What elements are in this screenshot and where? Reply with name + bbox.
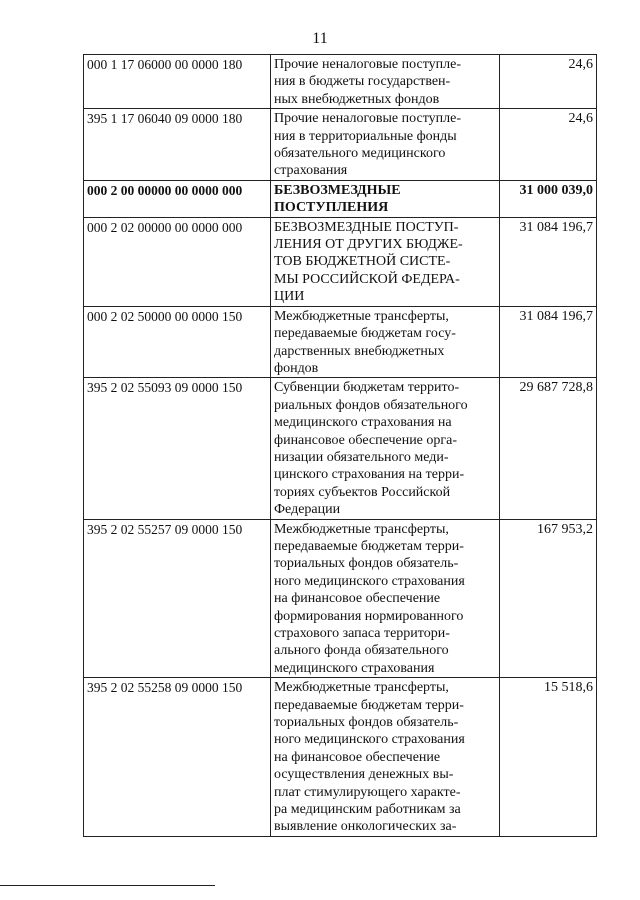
budget-table [83, 54, 597, 837]
revenue-name [271, 109, 500, 181]
revenue-name-line: Федерации [274, 502, 341, 518]
revenue-name-line: ального фонда обязательного [274, 643, 449, 659]
amount: 15 518,6 [500, 678, 597, 837]
revenue-name [271, 306, 500, 378]
table-row [84, 217, 597, 306]
revenue-name-line: передаваемые бюджетам госу- [274, 326, 456, 342]
revenue-name-line: на финансовое обеспечение [274, 749, 441, 765]
amount: 31 000 039,0 [500, 180, 597, 217]
revenue-name-line: ных внебюджетных фондов [274, 91, 440, 107]
revenue-name [271, 519, 500, 678]
revenue-name-line: плат стимулирующего характе- [274, 784, 461, 800]
revenue-name-line: финансовое обеспечение орга- [274, 432, 458, 448]
footnote-separator [0, 885, 215, 886]
revenue-name-line: ного медицинского страхования [274, 732, 465, 748]
revenue-name-line: обязательного медицинского [274, 146, 446, 162]
revenue-name-line: страхования [274, 163, 348, 179]
revenue-name-line: БЕЗВОЗМЕЗДНЫЕ ПОСТУП- [274, 219, 459, 235]
amount: 24,6 [500, 109, 597, 181]
revenue-name-line: риальных фондов обязательного [274, 397, 468, 413]
budget-classification-code: 000 2 00 00000 00 0000 000 [84, 180, 271, 217]
budget-classification-code: 000 2 02 50000 00 0000 150 [84, 306, 271, 378]
budget-classification-code: 395 2 02 55258 09 0000 150 [84, 678, 271, 837]
table-row [84, 378, 597, 519]
table-row [84, 519, 597, 678]
amount: 29 687 728,8 [500, 378, 597, 519]
revenue-name-line: ЛЕНИЯ ОТ ДРУГИХ БЮДЖЕ- [274, 237, 463, 253]
table-row [84, 306, 597, 378]
revenue-name-line: Межбюджетные трансферты, [274, 521, 449, 537]
table-row [84, 678, 597, 837]
table-row [84, 55, 597, 109]
revenue-name-line: Субвенции бюджетам террито- [274, 380, 460, 396]
revenue-name [271, 678, 500, 837]
revenue-name-line: ТОВ БЮДЖЕТНОЙ СИСТЕ- [274, 254, 451, 270]
budget-classification-code: 395 2 02 55093 09 0000 150 [84, 378, 271, 519]
revenue-name-line: цинского страхования на терри- [274, 467, 465, 483]
revenue-name-line: ЦИИ [274, 289, 305, 305]
revenue-name-line: ПОСТУПЛЕНИЯ [274, 200, 389, 216]
revenue-name-line: Прочие неналоговые поступле- [274, 111, 461, 127]
revenue-name-line: дарственных внебюджетных [274, 343, 445, 359]
revenue-name-line: ториальных фондов обязатель- [274, 715, 459, 731]
table-row [84, 109, 597, 181]
budget-classification-code: 000 1 17 06000 00 0000 180 [84, 55, 271, 109]
revenue-name-line: ториальных фондов обязатель- [274, 556, 459, 572]
revenue-name-line: ния в бюджеты государствен- [274, 74, 451, 90]
budget-table-body [84, 55, 597, 837]
revenue-name-line: медицинского страхования на [274, 415, 452, 431]
revenue-name-line: передаваемые бюджетам терри- [274, 538, 464, 554]
budget-classification-code: 395 1 17 06040 09 0000 180 [84, 109, 271, 181]
revenue-name-line: ного медицинского страхования [274, 573, 465, 589]
revenue-name-line: передаваемые бюджетам терри- [274, 697, 464, 713]
revenue-name [271, 55, 500, 109]
revenue-name-line: на финансовое обеспечение [274, 591, 441, 607]
amount: 31 084 196,7 [500, 217, 597, 306]
revenue-name-line: низации обязательного меди- [274, 449, 449, 465]
amount: 167 953,2 [500, 519, 597, 678]
revenue-name-line: осуществления денежных вы- [274, 767, 454, 783]
revenue-name-line: фондов [274, 360, 319, 376]
budget-classification-code: 000 2 02 00000 00 0000 000 [84, 217, 271, 306]
revenue-name-line: выявление онкологических за- [274, 819, 457, 835]
budget-classification-code: 395 2 02 55257 09 0000 150 [84, 519, 271, 678]
revenue-name [271, 180, 500, 217]
amount: 31 084 196,7 [500, 306, 597, 378]
revenue-name-line: ра медицинским работникам за [274, 802, 461, 818]
revenue-name-line: медицинского страхования [274, 660, 435, 676]
amount: 24,6 [500, 55, 597, 109]
revenue-name-line: формирования нормированного [274, 608, 464, 624]
revenue-name [271, 217, 500, 306]
revenue-name-line: ториях субъектов Российской [274, 484, 451, 500]
revenue-name-line: Межбюджетные трансферты, [274, 308, 449, 324]
revenue-name-line: БЕЗВОЗМЕЗДНЫЕ [274, 182, 401, 198]
revenue-name-line: ния в территориальные фонды [274, 128, 457, 144]
revenue-name-line: Межбюджетные трансферты, [274, 680, 449, 696]
revenue-name-line: Прочие неналоговые поступле- [274, 57, 461, 72]
page-number: 11 [312, 30, 328, 47]
revenue-name [271, 378, 500, 519]
revenue-name-line: страхового запаса территори- [274, 626, 450, 641]
revenue-name-line: МЫ РОССИЙСКОЙ ФЕДЕРА- [274, 271, 460, 287]
table-row [84, 180, 597, 217]
